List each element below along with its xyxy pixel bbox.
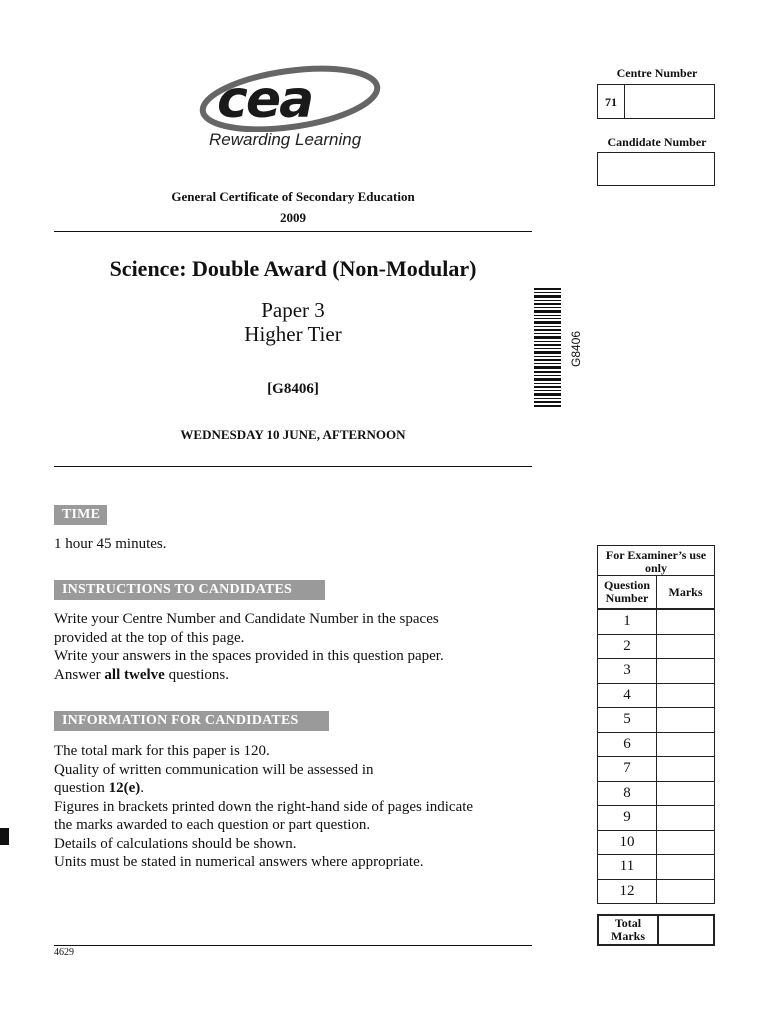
instructions-heading: INSTRUCTIONS TO CANDIDATES	[54, 580, 325, 600]
question-marks-cell[interactable]	[657, 610, 715, 635]
time-heading: TIME	[54, 505, 107, 525]
instructions-line-1: Write your Centre Number and Candidate Number in the spaces	[54, 611, 439, 627]
margin-marker	[0, 828, 9, 845]
instructions-line-4: Answer all twelve questions.	[54, 666, 229, 683]
bottom-rule	[54, 466, 532, 467]
instructions-line-2: provided at the top of this page.	[54, 629, 245, 646]
examiner-heading: For Examiner’s use only	[597, 545, 715, 575]
question-marks-cell[interactable]	[657, 806, 715, 831]
col-marks-header: Marks	[657, 576, 715, 609]
centre-number-box[interactable]	[597, 84, 715, 119]
year: 2009	[280, 210, 306, 225]
question-number: 7	[598, 757, 657, 782]
question-number: 6	[598, 732, 657, 757]
question-row	[598, 855, 715, 880]
question-marks-cell[interactable]	[657, 830, 715, 855]
question-marks-cell[interactable]	[657, 781, 715, 806]
question-number: 10	[598, 830, 657, 855]
total-table	[597, 914, 715, 946]
centre-number-label: Centre Number	[616, 66, 698, 80]
information-line-7: Units must be stated in numerical answers where appropriate.	[54, 854, 424, 870]
qualification: General Certificate of Secondary Education	[171, 189, 415, 204]
time-text: 1 hour 45 minutes.	[54, 536, 167, 552]
information-heading: INFORMATION FOR CANDIDATES	[54, 711, 329, 731]
centre-number-value: 71	[605, 95, 617, 109]
paper-tier: Higher Tier	[244, 322, 342, 346]
svg-text:cea: cea	[217, 70, 313, 130]
question-marks-cell[interactable]	[657, 732, 715, 757]
information-line-3: question 12(e).	[54, 780, 144, 796]
footer-code: 4629	[54, 947, 74, 958]
information-text	[54, 742, 574, 872]
marks-table	[597, 575, 715, 609]
question-number: 12	[598, 879, 657, 904]
question-number: 11	[598, 855, 657, 880]
cea-logo-mark	[195, 62, 390, 132]
question-number: 4	[598, 683, 657, 708]
question-number: 1	[598, 610, 657, 635]
examiner-table	[597, 545, 715, 946]
col-question-header: Question Number	[598, 576, 657, 609]
cea-logo	[195, 62, 390, 152]
paper-title: Science: Double Award (Non-Modular)	[109, 256, 477, 281]
footer-rule	[54, 945, 532, 946]
information-line-1: The total mark for this paper is 120.	[54, 743, 270, 759]
candidate-number-box[interactable]	[597, 152, 715, 186]
question-number: 8	[598, 781, 657, 806]
question-marks-cell[interactable]	[657, 757, 715, 782]
question-row	[598, 806, 715, 831]
total-label: Total Marks	[598, 915, 658, 945]
question-row	[598, 781, 715, 806]
question-row	[598, 708, 715, 733]
information-line-4: Figures in brackets printed down the right-hand side of pages indicate	[54, 798, 474, 815]
question-number: 2	[598, 634, 657, 659]
paper-number: Paper 3	[261, 298, 325, 322]
question-row	[598, 732, 715, 757]
information-line-5: the marks awarded to each question or part question.	[54, 817, 371, 833]
instructions-text	[54, 610, 574, 684]
barcode-text: G8406	[569, 330, 583, 367]
question-row	[598, 634, 715, 659]
question-marks-cell[interactable]	[657, 634, 715, 659]
question-marks-cell[interactable]	[657, 855, 715, 880]
question-row	[598, 830, 715, 855]
paper-code: [G8406]	[267, 381, 319, 397]
question-row	[598, 683, 715, 708]
question-number: 5	[598, 708, 657, 733]
question-marks-cell[interactable]	[657, 659, 715, 684]
top-rule	[54, 231, 532, 232]
question-row	[598, 610, 715, 635]
barcode	[534, 288, 562, 408]
information-line-6: Details of calculations should be shown.	[54, 835, 297, 852]
question-number: 3	[598, 659, 657, 684]
question-row	[598, 659, 715, 684]
exam-date: WEDNESDAY 10 JUNE, AFTERNOON	[180, 427, 406, 442]
logo-tagline: Rewarding Learning	[209, 130, 362, 149]
question-row	[598, 879, 715, 904]
question-number: 9	[598, 806, 657, 831]
barcode-icon	[534, 288, 562, 408]
question-row	[598, 757, 715, 782]
question-marks-cell[interactable]	[657, 708, 715, 733]
question-rows	[597, 609, 715, 904]
total-marks-cell[interactable]	[658, 915, 714, 945]
information-line-2: Quality of written communication will be assessed in	[54, 761, 374, 778]
instructions-line-3: Write your answers in the spaces provided in this question paper.	[54, 648, 444, 664]
question-marks-cell[interactable]	[657, 879, 715, 904]
candidate-number-label: Candidate Number	[607, 135, 707, 149]
question-marks-cell[interactable]	[657, 683, 715, 708]
